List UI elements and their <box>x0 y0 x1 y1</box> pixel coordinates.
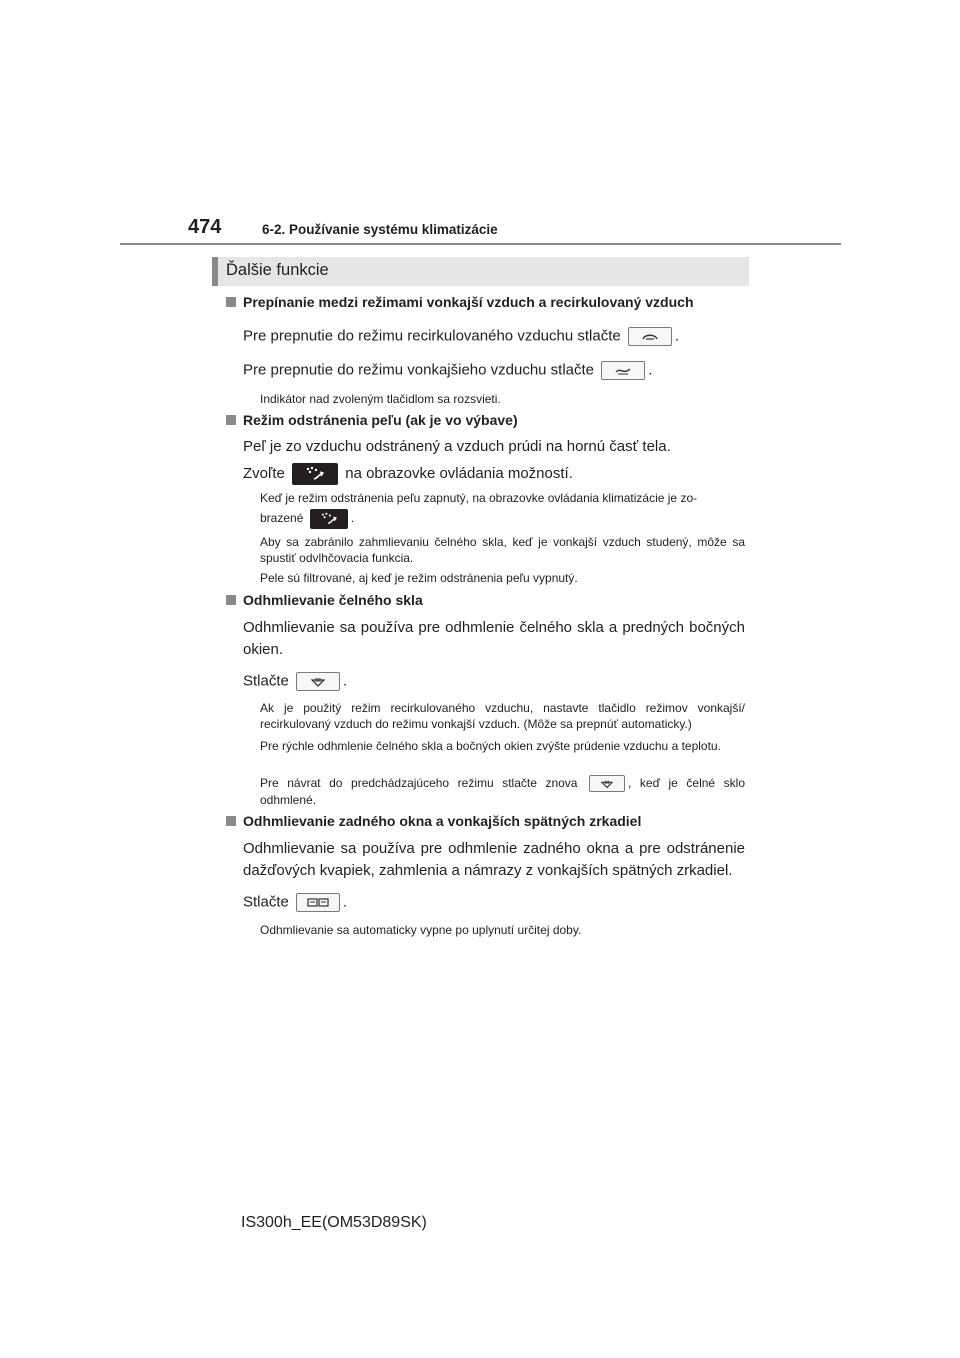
section-title: Ďalšie funkcie <box>226 261 329 279</box>
pollen-select-line: Zvoľte na obrazovke ovládania možností. <box>243 463 573 485</box>
rear-body: Odhmlievanie sa používa pre odhmlenie zadného okna a pre odstránenie dažďových kvapiek, zahmlenia a námrazy z vonkajších spätných zrkadiel. <box>243 840 745 879</box>
windshield-note1: Ak je použitý režim recirkulovaného vzduchu, nastavte tlačidlo režimov vonkajší/ recirkulovaný vzduch do režimu vonkajší vzduch. (Môže sa prepnúť automaticky.) <box>260 701 745 731</box>
square-bullet-icon <box>226 595 236 605</box>
recirc-line2: Pre prepnutie do režimu vonkajšieho vzduchu stlačte . <box>243 361 653 379</box>
pollen-removal-icon <box>310 509 348 529</box>
recirculation-icon <box>628 327 672 346</box>
page-number: 474 <box>188 216 222 238</box>
outside-air-icon <box>601 361 645 380</box>
rear-heading: Odhmlievanie zadného okna a vonkajších spätných zrkadiel <box>226 813 641 829</box>
rear-defogger-icon <box>296 893 340 912</box>
recirc-heading: Prepínanie medzi režimami vonkajší vzduch a recirkulovaný vzduch <box>226 294 694 310</box>
section-accent <box>212 257 218 286</box>
rear-note: Odhmlievanie sa automaticky vypne po uplynutí určitej doby. <box>260 923 582 937</box>
recirc-note: Indikátor nad zvoleným tlačidlom sa rozsvieti. <box>260 392 501 406</box>
square-bullet-icon <box>226 297 236 307</box>
header-rule <box>120 243 841 245</box>
pollen-note1b: brazené . <box>260 509 354 529</box>
windshield-note2: Pre rýchle odhmlenie čelného skla a bočných okien zvýšte prúdenie vzduchu a teplotu. <box>260 739 721 753</box>
windshield-press-line: Stlačte . <box>243 672 348 690</box>
pollen-heading: Režim odstránenia peľu (ak je vo výbave) <box>226 412 518 428</box>
pollen-body: Peľ je zo vzduchu odstránený a vzduch prúdi na hornú časť tela. <box>243 438 671 455</box>
pollen-note1a: Keď je režim odstránenia peľu zapnutý, na obrazovke ovládania klimatizácie je zo- <box>260 491 698 505</box>
chapter-title: 6-2. Používanie systému klimatizácie <box>262 222 498 237</box>
pollen-removal-icon <box>292 463 338 485</box>
front-defogger-icon <box>589 775 625 792</box>
pollen-note3: Pele sú filtrované, aj keď je režim odstránenia peľu vypnutý. <box>260 571 578 585</box>
square-bullet-icon <box>226 415 236 425</box>
windshield-body: Odhmlievanie sa používa pre odhmlenie čelného skla a predných bočných okien. <box>243 619 745 658</box>
model-code: IS300h_EE(OM53D89SK) <box>241 1214 427 1231</box>
square-bullet-icon <box>226 816 236 826</box>
section-header <box>212 257 749 286</box>
pollen-note2: Aby sa zabránilo zahmlievaniu čelného skla, keď je vonkajší vzduch studený, môže sa spustiť odvlhčovacia funkcia. <box>260 535 745 565</box>
front-defogger-icon <box>296 672 340 691</box>
rear-press-line: Stlačte . <box>243 893 348 911</box>
windshield-note3: Pre návrat do predchádzajúceho režimu stlačte znova , keď je čelné sklo odhmlené. <box>260 776 745 808</box>
recirc-line1: Pre prepnutie do režimu recirkulovaného vzduchu stlačte . <box>243 327 680 345</box>
windshield-heading: Odhmlievanie čelného skla <box>226 592 423 608</box>
